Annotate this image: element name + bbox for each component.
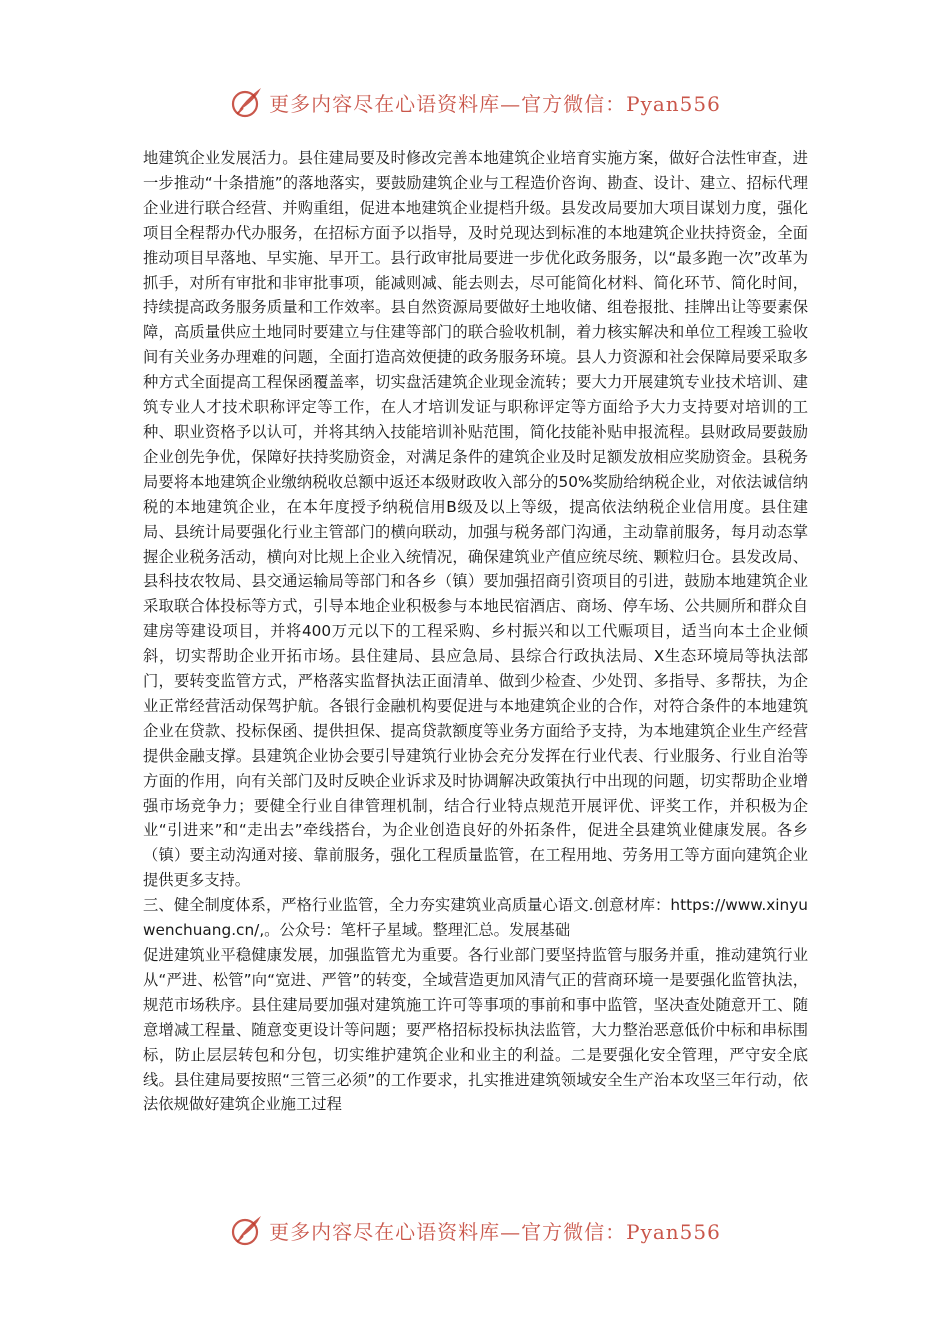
footer-banner-text: 更多内容尽在心语资料库—官方微信：Pyan556 [269, 1219, 721, 1244]
footer-banner [0, 1210, 950, 1250]
quill-logo-icon [229, 84, 265, 120]
quill-logo-icon [229, 1212, 265, 1248]
body-paragraph: 地建筑企业发展活力。县住建局要及时修改完善本地建筑企业培育实施方案，做好合法性审查，进一步推动“十条措施”的落地落实，要鼓励建筑企业与工程造价咨询、勘查、设计、建立、招标代理企业进行联合经营、并购重组，促进本地建筑企业提档升级。县发改局要加大项目谋划力度，强化项目全程帮办代办服务，在招标方面予以指导，及时兑现达到标准的本地建筑企业扶持资金，全面推动项目早落地、早实施、早开工。县行政审批局要进一步优化政务服务，以“最多跑一次”改革为抓手，对所有审批和非审批事项，能减则减、能去则去，尽可能简化材料、简化环节、简化时间，持续提高政务服务质量和工作效率。县自然资源局要做好土地收储、组卷报批、挂牌出让等要素保障，高质量供应土地同时要建立与住建等部门的联合验收机制，着力核实解决和单位工程竣工验收间有关业务办理难的问题，全面打造高效便捷的政务服务环境。县人力资源和社会保障局要采取多种方式全面提高工程保函覆盖率，切实盘活建筑企业现金流转；要大力开展建筑专业技术培训、建筑专业人才技术职称评定等工作，在人才培训发证与职称评定等方面给予大力支持要对培训的工种、职业资格予以认可，并将其纳入技能培训补贴范围，简化技能补贴申报流程。县财政局要鼓励企业创先争优，保障好扶持奖励资金，对满足条件的建筑企业及时足额发放相应奖励资金。县税务局要将本地建筑企业缴纳税收总额中返还本级财政收入部分的50%奖励给纳税企业，对依法诚信纳税的本地建筑企业，在本年度授予纳税信用B级及以上等级，提高依法纳税企业信用度。县住建局、县统计局要强化行业主管部门的横向联动，加强与税务部门沟通，主动靠前服务，每月动态掌握企业税务活动，横向对比规上企业入统情况，确保建筑业产值应统尽统、颗粒归仓。县发改局、县科技农牧局、县交通运输局等部门和各乡（镇）要加强招商引资项目的引进，鼓励本地建筑企业采取联合体投标等方式，引导本地企业积极参与本地民宿酒店、商场、停车场、公共厕所和群众自建房等建设项目，并将400万元以下的工程采购、乡村振兴和以工代赈项目，适当向本土企业倾斜，切实帮助企业开拓市场。县住建局、县应急局、县综合行政执法局、X生态环境局等执法部门，要转变监管方式，严格落实监督执法正面清单、做到少检查、少处罚、多指导、多帮扶，为企业正常经营活动保驾护航。各银行金融机构要促进与本地建筑企业的合作，对符合条件的本地建筑企业在贷款、投标保函、提供担保、提高贷款额度等业务方面给予支持，为本地建筑企业生产经营提供金融支撑。县建筑企业协会要引导建筑行业协会充分发挥在行业代表、行业服务、行业自治等方面的作用，向有关部门及时反映企业诉求及时协调解决政策执行中出现的问题，切实帮助企业增强市场竞争力；要健全行业自律管理机制，结合行业特点规范开展评优、评奖工作，并积极为企业“引进来”和“走出去”牵线搭台，为企业创造良好的外拓条件，促进全县建筑业健康发展。各乡（镇）要主动沟通对接、靠前服务，强化工程质量监管，在工程用地、劳务用工等方面向建筑企业提供更多支持。 [143, 149, 808, 890]
body-paragraph: 促进建筑业平稳健康发展，加强监管尤为重要。各行业部门要坚持监管与服务并重，推动建筑行业从“严进、松管”向“宽进、严管”的转变，全域营造更加风清气正的营商环境一是要强化监管执法，规范市场秩序。县住建局要加强对建筑施工许可等事项的事前和事中监管，坚决查处随意开工、随意增减工程量、随意变更设计等问题；要严格招标投标执法监管，大力整治恶意低价中标和串标围标，防止层层转包和分包，切实维护建筑企业和业主的利益。二是要强化安全管理，严守安全底线。县住建局要按照“三管三必须”的工作要求，扎实推进建筑领域安全生产治本攻坚三年行动，依法依规做好建筑企业施工过程 [143, 946, 808, 1114]
section-heading: 三、健全制度体系，严格行业监管，全力夯实建筑业高质量心语文.创意材库：https://www.xinyuwenchuang.cn/,。公众号：笔杆子星域。整理汇总。发展基础 [143, 896, 808, 940]
header-banner-text: 更多内容尽在心语资料库—官方微信：Pyan556 [269, 91, 721, 116]
header-banner [0, 82, 950, 122]
document-body [143, 146, 808, 1117]
